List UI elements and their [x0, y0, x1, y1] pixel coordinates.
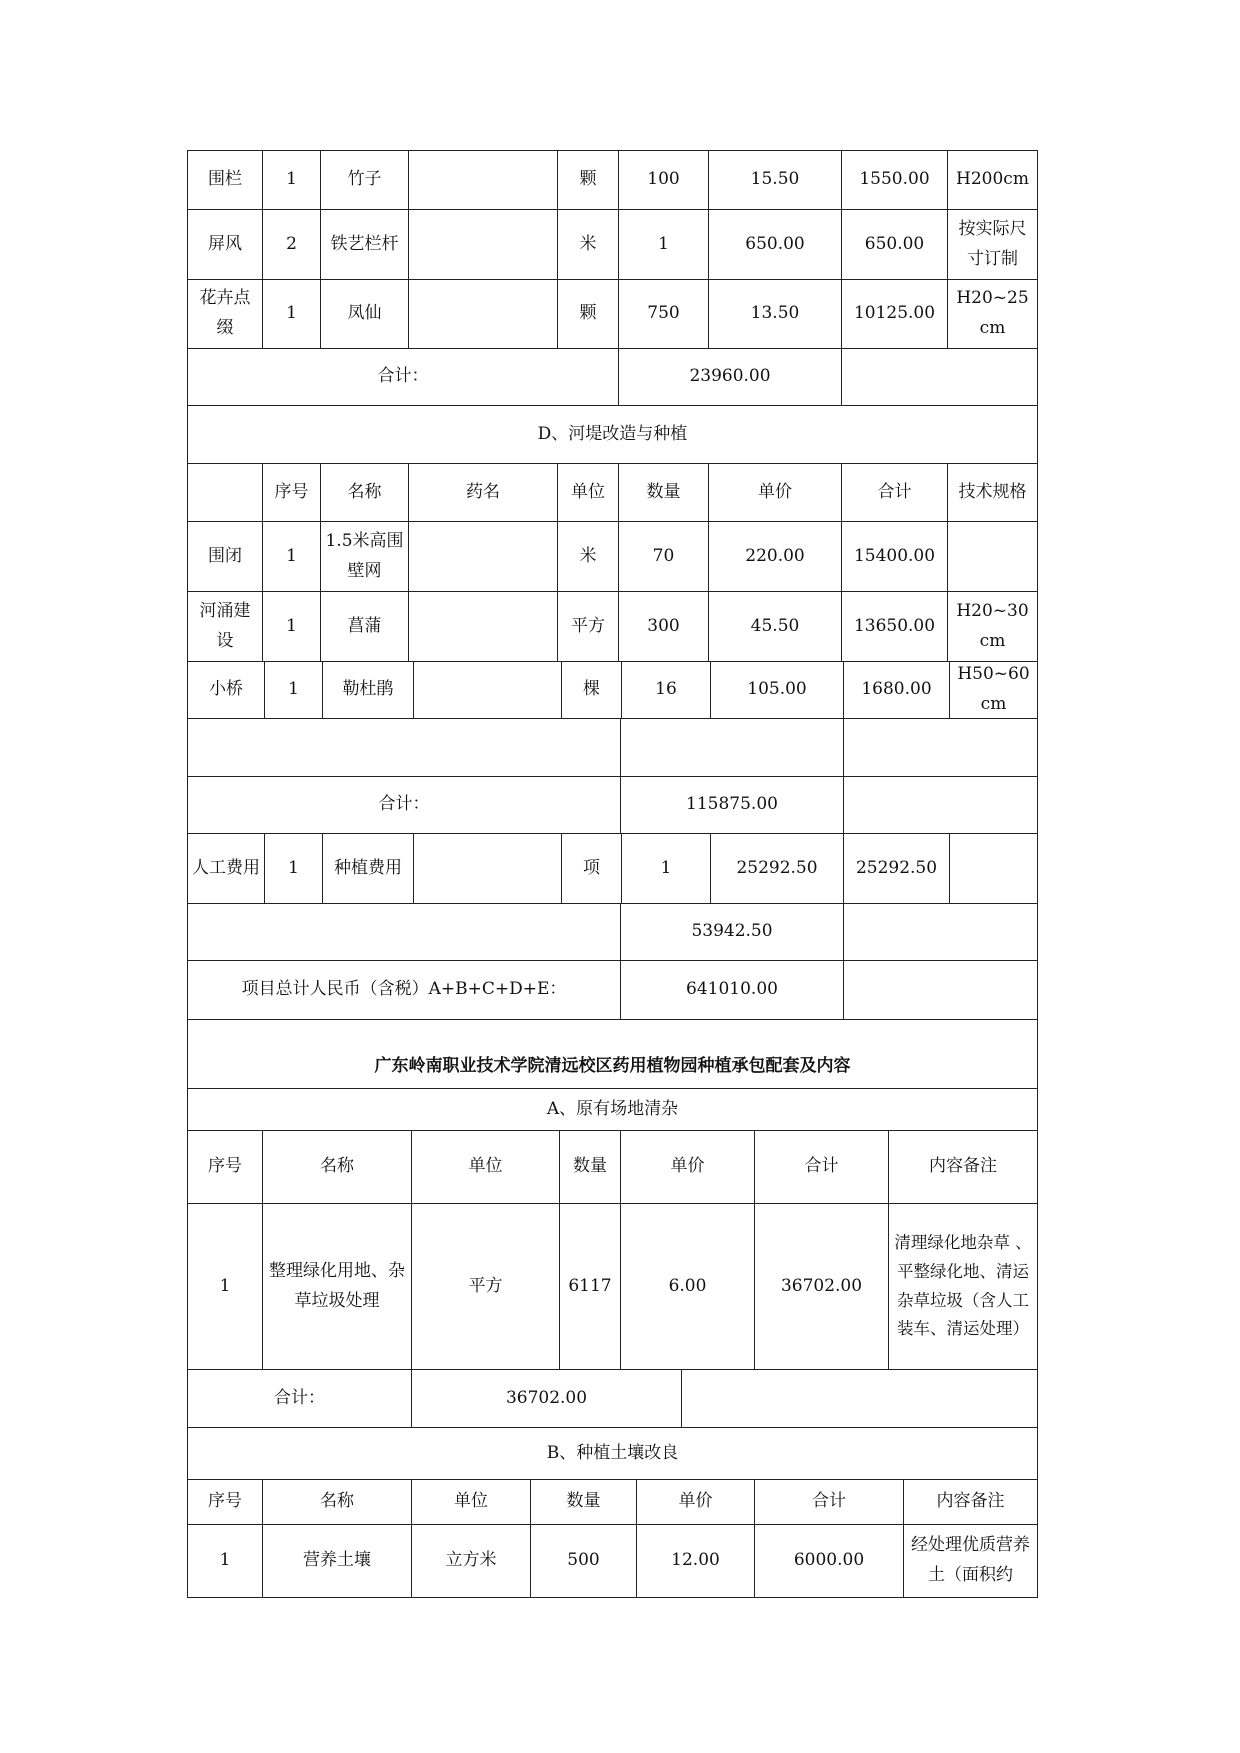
table-cell: 500: [530, 1524, 637, 1598]
table-cell: 1: [621, 833, 711, 904]
table-cell: [408, 279, 558, 349]
table-cell: 13.50: [708, 279, 842, 349]
table-cell: 1: [618, 209, 709, 280]
table-cell: [843, 960, 1038, 1020]
table-cell: [408, 209, 558, 280]
table-cell: 105.00: [710, 661, 844, 719]
table-cell: 1: [262, 591, 321, 662]
table-cell: 清理绿化地杂草 、平整绿化地、清运杂草垃圾（含人工装车、清运处理）: [888, 1203, 1038, 1370]
table-cell: 种植费用: [322, 833, 414, 904]
table-cell: [408, 150, 558, 210]
table-cell: 合计：: [187, 1369, 412, 1428]
table-cell: 人工费用: [187, 833, 265, 904]
table-cell: [408, 521, 558, 592]
table-cell: 25292.50: [843, 833, 950, 904]
table-cell: 单位: [411, 1130, 560, 1204]
table-cell: [413, 833, 562, 904]
table-cell: 13650.00: [841, 591, 948, 662]
table-cell: 100: [618, 150, 709, 210]
table-cell: 1: [187, 1524, 263, 1598]
table-cell: 立方米: [411, 1524, 531, 1598]
table-cell: 合计: [754, 1479, 904, 1525]
table-cell: 米: [557, 209, 619, 280]
table-cell: 25292.50: [710, 833, 844, 904]
table-cell: 河涌建设: [187, 591, 263, 662]
table-cell: 45.50: [708, 591, 842, 662]
table-cell: 6.00: [620, 1203, 755, 1370]
table-cell: 750: [618, 279, 709, 349]
table-cell: 小桥: [187, 661, 265, 719]
table-cell: 数量: [559, 1130, 621, 1204]
table-cell: 650.00: [841, 209, 948, 280]
table-cell: 围栏: [187, 150, 263, 210]
section-heading: B、种植土壤改良: [187, 1427, 1038, 1480]
table-cell: [187, 463, 263, 522]
table-cell: 300: [618, 591, 709, 662]
table-cell: 15400.00: [841, 521, 948, 592]
table-cell: [681, 1369, 1038, 1428]
table-cell: 名称: [262, 1479, 412, 1525]
table-cell: 1: [262, 279, 321, 349]
table-cell: 营养土壤: [262, 1524, 412, 1598]
table-cell: 合计: [754, 1130, 889, 1204]
table-cell: 铁艺栏杆: [320, 209, 409, 280]
table-cell: [949, 833, 1038, 904]
table-cell: 整理绿化用地、杂草垃圾处理: [262, 1203, 412, 1370]
table-cell: 序号: [262, 463, 321, 522]
table-cell: 1550.00: [841, 150, 948, 210]
table-cell: [620, 718, 844, 777]
table-cell: 1680.00: [843, 661, 950, 719]
table-cell: 花卉点缀: [187, 279, 263, 349]
table-cell: [843, 718, 1038, 777]
table-cell: [841, 348, 1038, 406]
section-heading: D、河堤改造与种植: [187, 405, 1038, 464]
table-cell: 数量: [530, 1479, 637, 1525]
table-cell: 数量: [618, 463, 709, 522]
table-cell: 竹子: [320, 150, 409, 210]
table-cell: 1: [262, 521, 321, 592]
table-cell: H20~30cm: [947, 591, 1038, 662]
table-cell: 53942.50: [620, 903, 844, 961]
table-cell: 1.5米高围壁网: [320, 521, 409, 592]
table-cell: 23960.00: [618, 348, 842, 406]
table-cell: 棵: [561, 661, 622, 719]
table-cell: 内容备注: [903, 1479, 1038, 1525]
table-cell: 1: [264, 661, 323, 719]
table-cell: 单价: [620, 1130, 755, 1204]
table-cell: [187, 718, 621, 777]
table-cell: 平方: [557, 591, 619, 662]
table-cell: 6117: [559, 1203, 621, 1370]
table-cell: 220.00: [708, 521, 842, 592]
table-cell: 合计：: [187, 776, 621, 834]
table-cell: 凤仙: [320, 279, 409, 349]
table-cell: 36702.00: [754, 1203, 889, 1370]
table-cell: H50~60cm: [949, 661, 1038, 719]
table-cell: 平方: [411, 1203, 560, 1370]
table-cell: 36702.00: [411, 1369, 682, 1428]
document-title: 广东岭南职业技术学院清远校区药用植物园种植承包配套及内容: [187, 1019, 1038, 1089]
table-cell: 药名: [408, 463, 558, 522]
table-cell: [413, 661, 562, 719]
table-cell: 1: [264, 833, 323, 904]
table-cell: H20~25cm: [947, 279, 1038, 349]
table-cell: 按实际尺寸订制: [947, 209, 1038, 280]
table-cell: 颗: [557, 279, 619, 349]
table-cell: 10125.00: [841, 279, 948, 349]
table-cell: H200cm: [947, 150, 1038, 210]
table-cell: [408, 591, 558, 662]
table-cell: 12.00: [636, 1524, 755, 1598]
table-cell: 名称: [262, 1130, 412, 1204]
table-cell: 单价: [708, 463, 842, 522]
table-cell: 16: [621, 661, 711, 719]
table-cell: 1: [262, 150, 321, 210]
section-heading: A、原有场地清杂: [187, 1088, 1038, 1131]
table-cell: 6000.00: [754, 1524, 904, 1598]
table-cell: 勒杜鹃: [322, 661, 414, 719]
table-cell: 单价: [636, 1479, 755, 1525]
table-cell: 70: [618, 521, 709, 592]
table-cell: 内容备注: [888, 1130, 1038, 1204]
table-cell: 项: [561, 833, 622, 904]
table-cell: 15.50: [708, 150, 842, 210]
table-cell: [843, 776, 1038, 834]
table-cell: 1: [187, 1203, 263, 1370]
table-cell: 经处理优质营养土（面积约: [903, 1524, 1038, 1598]
table-cell: 围闭: [187, 521, 263, 592]
table-cell: 单位: [411, 1479, 531, 1525]
table-cell: 650.00: [708, 209, 842, 280]
table-cell: 2: [262, 209, 321, 280]
table-cell: 合计: [841, 463, 948, 522]
table-cell: 序号: [187, 1130, 263, 1204]
table-cell: 名称: [320, 463, 409, 522]
table-cell: 颗: [557, 150, 619, 210]
table-cell: 115875.00: [620, 776, 844, 834]
table-cell: [843, 903, 1038, 961]
table-cell: 屏风: [187, 209, 263, 280]
table-cell: 641010.00: [620, 960, 844, 1020]
table-cell: 项目总计人民币（含税）A+B+C+D+E：: [187, 960, 621, 1020]
table-cell: 菖蒲: [320, 591, 409, 662]
table-cell: 合计：: [187, 348, 619, 406]
table-cell: 序号: [187, 1479, 263, 1525]
table-cell: [187, 903, 621, 961]
table-cell: 技术规格: [947, 463, 1038, 522]
table-cell: [947, 521, 1038, 592]
table-cell: 米: [557, 521, 619, 592]
table-cell: 单位: [557, 463, 619, 522]
